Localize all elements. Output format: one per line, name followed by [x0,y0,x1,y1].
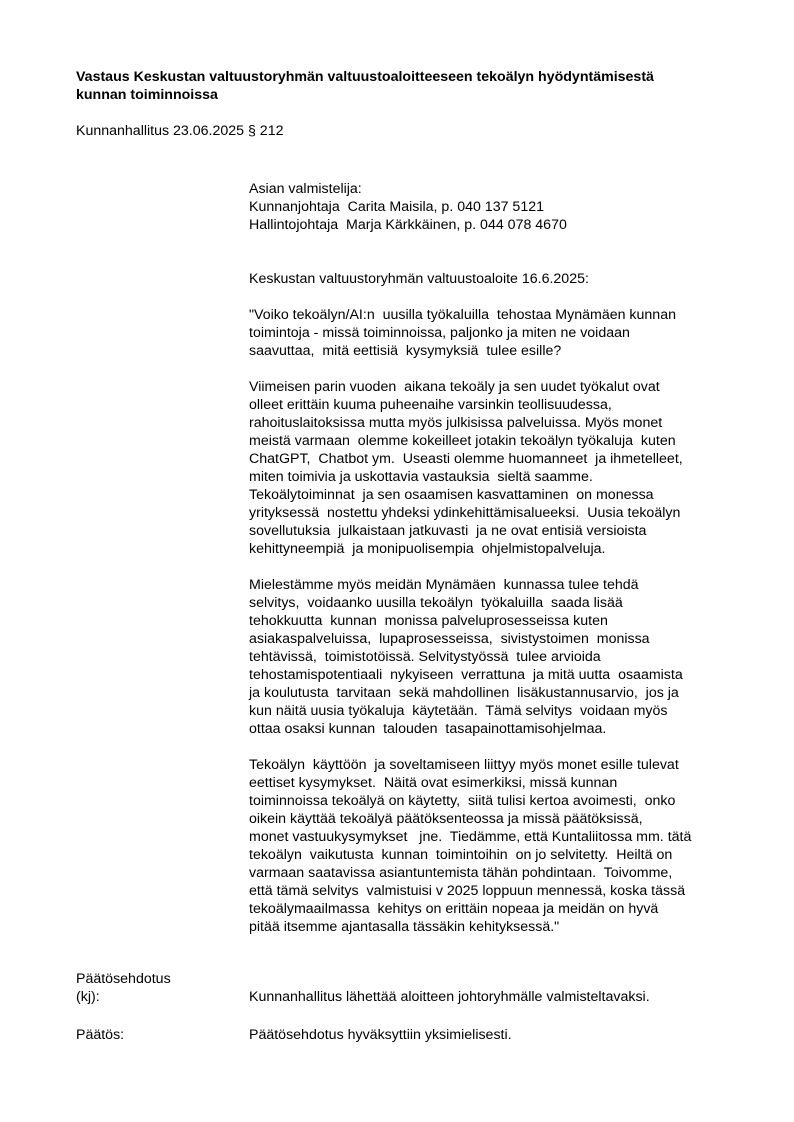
text-line: että tämä selvitys valmistuisi v 2025 loppuun mennessä, koska tässä [249,883,686,899]
motion-paragraph [249,306,749,360]
text-line: ottaa osaksi kunnan talouden tasapainottamisohjelmaa. [249,721,607,737]
text-line: ChatGPT, Chatbot ym. Useasti olemme huomanneet ja ihmetelleet, [249,451,683,467]
meeting-reference: Kunnanhallitus 23.06.2025 § 212 [76,123,284,139]
text-line: rahoituslaitoksissa mutta myös julkisissa palveluissa. Myös monet [249,415,663,431]
preparer-line: Kunnanjohtaja Carita Maisila, p. 040 137 5121 [249,199,544,215]
proposal-label [76,970,171,1006]
text-line: toimintoja - missä toiminnoissa, paljonko ja miten ne voidaan [249,325,630,341]
text-line: Mielestämme myös meidän Mynämäen kunnassa tulee tehdä [249,577,639,593]
text-line: Tekoälyn käyttöön ja soveltamiseen liittyy myös monet esille tulevat [249,757,679,773]
decision-label: Päätös: [76,1027,125,1043]
text-line: asiakaspalveluissa, lupaprosesseissa, sivistystoimen monissa [249,631,650,647]
text-line: meistä varmaan olemme kokeilleet jotakin tekoälyn työkaluja kuten [249,433,676,449]
motion-paragraph [249,378,749,558]
text-line: tehtävissä, toimistotöissä. Selvitystyössä tulee arvioida [249,649,601,665]
decision-text: Päätösehdotus hyväksyttiin yksimielisesti. [249,1027,512,1043]
text-line: tekoälyn vaikutusta kunnan toimintoihin on jo selvitetty. Heiltä on [249,847,673,863]
text-line: kun näitä uusia työkaluja käytetään. Tämä selvitys voidaan myös [249,703,668,719]
proposal-label-line: (kj): [76,989,100,1005]
text-line: saavuttaa, mitä eettisiä kysymyksiä tulee esille? [249,343,562,359]
text-line: varmaan saatavissa asiantuntemista tähän pohdintaan. Toivomme, [249,865,673,881]
text-line: monet vastuukysymykset jne. Tiedämme, että Kuntaliitossa mm. tätä [249,829,692,845]
motion-heading: Keskustan valtuustoryhmän valtuustoaloite 16.6.2025: [249,271,589,287]
motion-text [249,306,749,954]
text-line: Viimeisen parin vuoden aikana tekoäly ja sen uudet työkalut ovat [249,379,660,395]
preparer-line: Hallintojohtaja Marja Kärkkäinen, p. 044 078 4670 [249,217,567,233]
title-line: Vastaus Keskustan valtuustoryhmän valtuustoaloitteeseen tekoälyn hyödyntämisestä [76,69,654,85]
text-line: yrityksessä nostettu yhdeksi ydinkehittämisalueeksi. Uusia tekoälyn [249,505,681,521]
preparers-heading: Asian valmistelija: [249,181,362,197]
proposal-label-line: Päätösehdotus [76,971,171,987]
motion-paragraph [249,756,749,936]
text-line: kehittyneempiä ja monipuolisempia ohjelmistopalveluja. [249,541,606,557]
proposal-text: Kunnanhallitus lähettää aloitteen johtoryhmälle valmisteltavaksi. [249,989,650,1005]
text-line: eettiset kysymykset. Näitä ovat esimerkiksi, missä kunnan [249,775,618,791]
text-line: selvitys, voidaanko uusilla tekoälyn työkaluilla saada lisää [249,595,623,611]
text-line: olleet erittäin kuuma puheenaihe varsinkin teollisuudessa, [249,397,612,413]
text-line: oikein käyttää tekoälyä päätöksenteossa ja missä päätöksissä, [249,811,643,827]
text-line: toiminnoissa tekoälyä on käytetty, siitä tulisi kertoa avoimesti, onko [249,793,676,809]
text-line: Tekoälytoiminnat ja sen osaamisen kasvattaminen on monessa [249,487,654,503]
text-line: pitää itsemme ajantasalla tässäkin kehityksessä." [249,919,560,935]
text-line: sovellutuksia julkaistaan jatkuvasti ja ne ovat entisiä versioista [249,523,647,539]
document-title [76,68,776,104]
motion-paragraph [249,576,749,738]
text-line: ja koulutusta tarvitaan sekä mahdollinen lisäkustannusarvio, jos ja [249,685,679,701]
text-line: miten toimivia ja uskottavia vastauksia sieltä saamme. [249,469,593,485]
title-line: kunnan toiminnoissa [76,87,218,103]
text-line: "Voiko tekoälyn/AI:n uusilla työkaluilla tehostaa Mynämäen kunnan [249,307,676,323]
text-line: tehokkuutta kunnan monissa palveluprosesseissa kuten [249,613,608,629]
text-line: tekoälymaailmassa kehitys on erittäin nopeaa ja meidän on hyvä [249,901,659,917]
preparers-block [249,180,749,234]
text-line: tehostamispotentiaali nykyiseen verrattuna ja mitä uutta osaamista [249,667,683,683]
